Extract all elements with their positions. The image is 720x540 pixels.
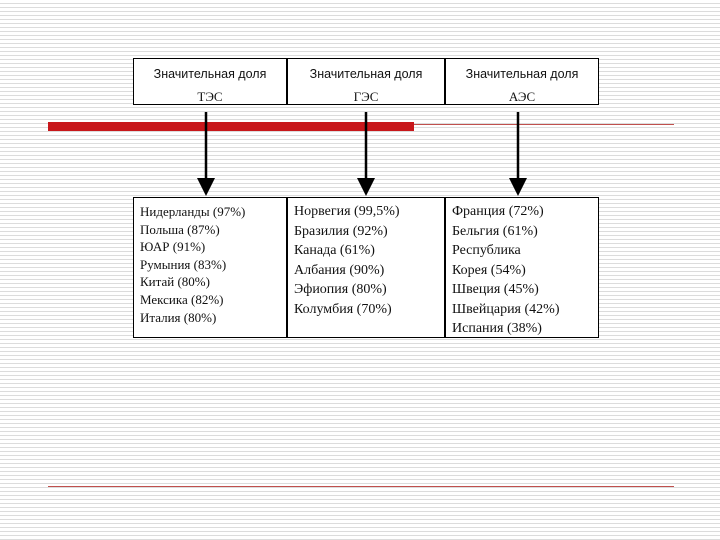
list-item: ЮАР (91%)	[140, 239, 206, 255]
header-tes-line1: Значительная доля	[153, 67, 267, 81]
list-item: Франция (72%)	[452, 204, 544, 219]
list-item: Эфиопия (80%)	[294, 282, 387, 297]
list-item: Китай (80%)	[140, 274, 210, 290]
arrow-aes	[509, 112, 527, 196]
list-item: Норвегия (99,5%)	[294, 204, 400, 219]
list-ges-box	[287, 197, 445, 338]
list-item: Канада (61%)	[294, 243, 375, 258]
list-tes-box	[133, 197, 287, 338]
list-aes-box	[445, 197, 599, 338]
list-item: Румыния (83%)	[140, 256, 227, 272]
list-item: Италия (80%)	[140, 309, 217, 325]
header-ges-line1: Значительная доля	[309, 67, 423, 81]
list-item: Мексика (82%)	[140, 291, 224, 307]
list-item: Бельгия (61%)	[452, 223, 538, 239]
list-item: Швеция (45%)	[452, 282, 539, 297]
list-item: Корея (54%)	[452, 262, 526, 278]
arrow-tes	[197, 112, 215, 196]
list-item: Республика	[452, 243, 521, 258]
header-aes-line2: АЭС	[508, 89, 536, 104]
header-aes-line1: Значительная доля	[465, 67, 579, 81]
list-item: Швейцария (42%)	[452, 301, 560, 317]
list-item: Албания (90%)	[294, 262, 385, 278]
header-tes-line2: ТЭС	[197, 89, 223, 104]
bottom-divider-line	[48, 486, 674, 487]
header-ges-line2: ГЭС	[353, 89, 379, 104]
arrow-ges	[357, 112, 375, 196]
list-item: Нидерланды (97%)	[140, 204, 246, 219]
list-item: Испания (38%)	[452, 321, 542, 336]
list-item: Польша (87%)	[140, 221, 220, 237]
list-item: Колумбия (70%)	[294, 301, 392, 317]
list-item: Бразилия (92%)	[294, 223, 388, 239]
